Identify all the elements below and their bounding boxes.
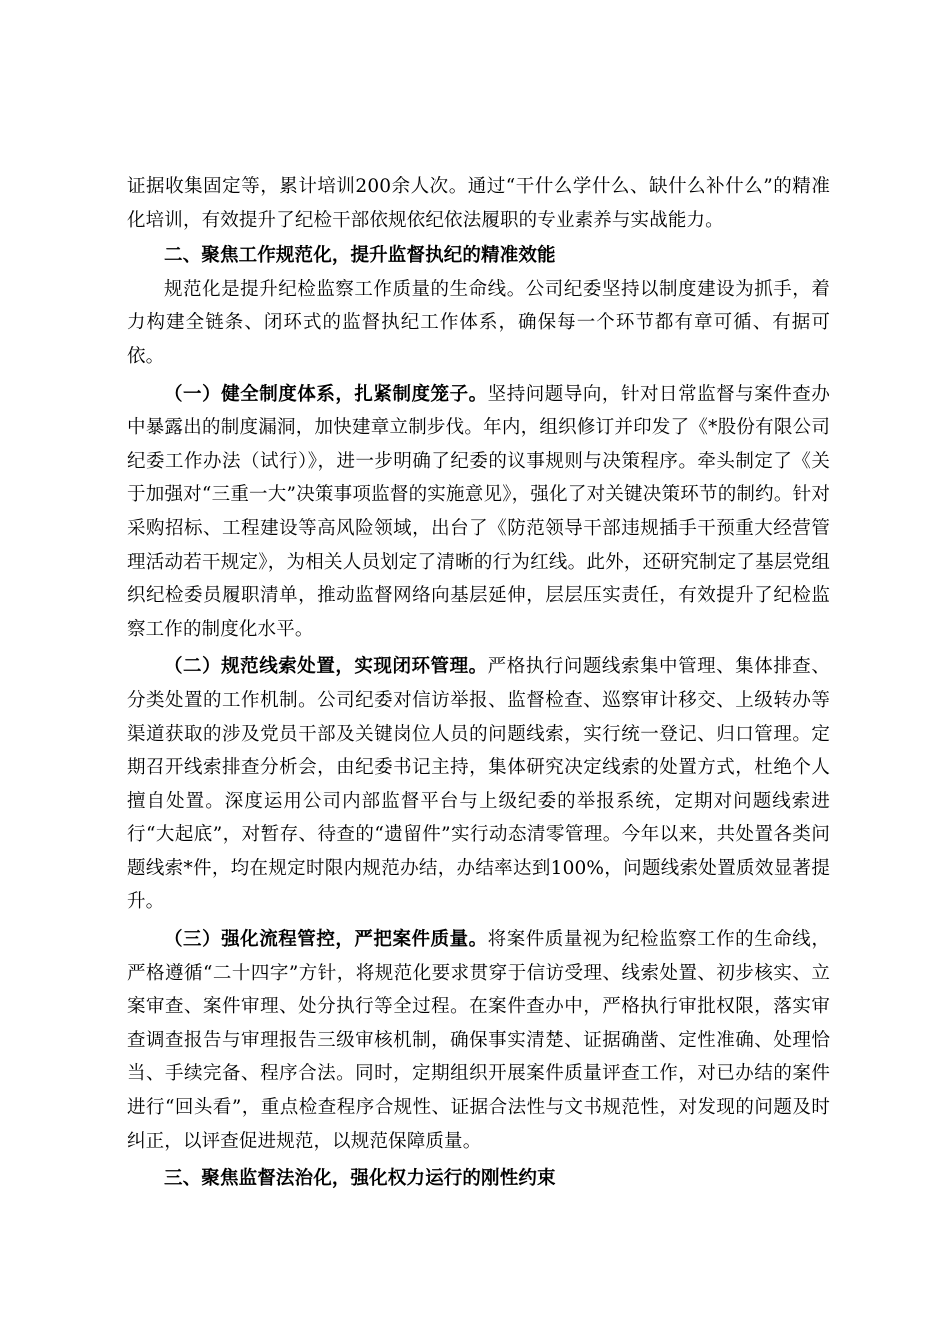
subsection-3-body: 将案件质量视为纪检监察工作的生命线，严格遵循“二十四字”方针，将规范化要求贯穿于信访受理、线索处置、初步核实、立案审查、案件审理、处分执行等全过程。在案件查办中，严格执行审批权限，落实审查调查报告与审理报告三级审核机制，确保事实清楚、证据确凿、定性准确、处理恰当、手续完备、程序合法。同时，定期组织开展案件质量评查工作，对已办结的案件进行“回头看”，重点检查程序合规性、证据合法性与文书规范性，对发现的问题及时纠正，以评查促进规范，以规范保障质量。 — [127, 929, 830, 1152]
subsection-3-lead: （三）强化流程管控，严把案件质量。 — [164, 929, 488, 951]
section-heading-3: 三、聚焦监督法治化，强化权力运行的刚性约束 — [164, 1168, 556, 1190]
subsection-2-body: 严格执行问题线索集中管理、集体排查、分类处置的工作机制。公司纪委对信访举报、监督检查、巡察审计移交、上级转办等渠道获取的涉及党员干部及关键岗位人员的问题线索，实行统一登记、归口管理。定期召开线索排查分析会，由纪委书记主持，集体研究决定线索的处置方式，杜绝个人擅自处置。深度运用公司内部监督平台与上级纪委的举报系统，定期对问题线索进行“大起底”，对暂存、待查的“遗留件”实行动态清零管理。今年以来，共处置各类问题线索*件，均在规定时限内规范办结，办结率达到100%，问题线索处置质效显著提升。 — [127, 656, 830, 913]
paragraph-subsection-1 — [127, 378, 830, 647]
subsection-1-body: 坚持问题导向，针对日常监督与案件查办中暴露出的制度漏洞，加快建章立制步伐。年内，组织修订并印发了《*股份有限公司纪委工作办法（试行）》，进一步明确了纪委的议事规则与决策程序。牵头制定了《关于加强对“三重一大”决策事项监督的实施意见》，强化了对关键决策环节的制约。针对采购招标、工程建设等高风险领域，出台了《防范领导干部违规插手干预重大经营管理活动若干规定》，为相关人员划定了清晰的行为红线。此外，还研究制定了基层党组织纪检委员履职清单，推动监督网络向基层延伸，层层压实责任，有效提升了纪检监察工作的制度化水平。 — [127, 383, 830, 640]
paragraph-section-2-intro: 规范化是提升纪检监察工作质量的生命线。公司纪委坚持以制度建设为抓手，着力构建全链条、闭环式的监督执纪工作体系，确保每一个环节都有章可循、有据可依。 — [127, 278, 830, 367]
paragraph-subsection-3 — [127, 923, 830, 1158]
subsection-2-lead: （二）规范线索处置，实现闭环管理。 — [164, 656, 488, 678]
section-heading-2: 二、聚焦工作规范化，提升监督执纪的精准效能 — [164, 245, 556, 267]
document-page — [127, 170, 830, 1196]
subsection-1-lead: （一）健全制度体系，扎紧制度笼子。 — [164, 383, 488, 405]
paragraph-intro-continued: 证据收集固定等，累计培训200余人次。通过“干什么学什么、缺什么补什么”的精准化培训，有效提升了纪检干部依规依纪依法履职的专业素养与实战能力。 — [127, 176, 830, 231]
paragraph-subsection-2 — [127, 650, 830, 919]
